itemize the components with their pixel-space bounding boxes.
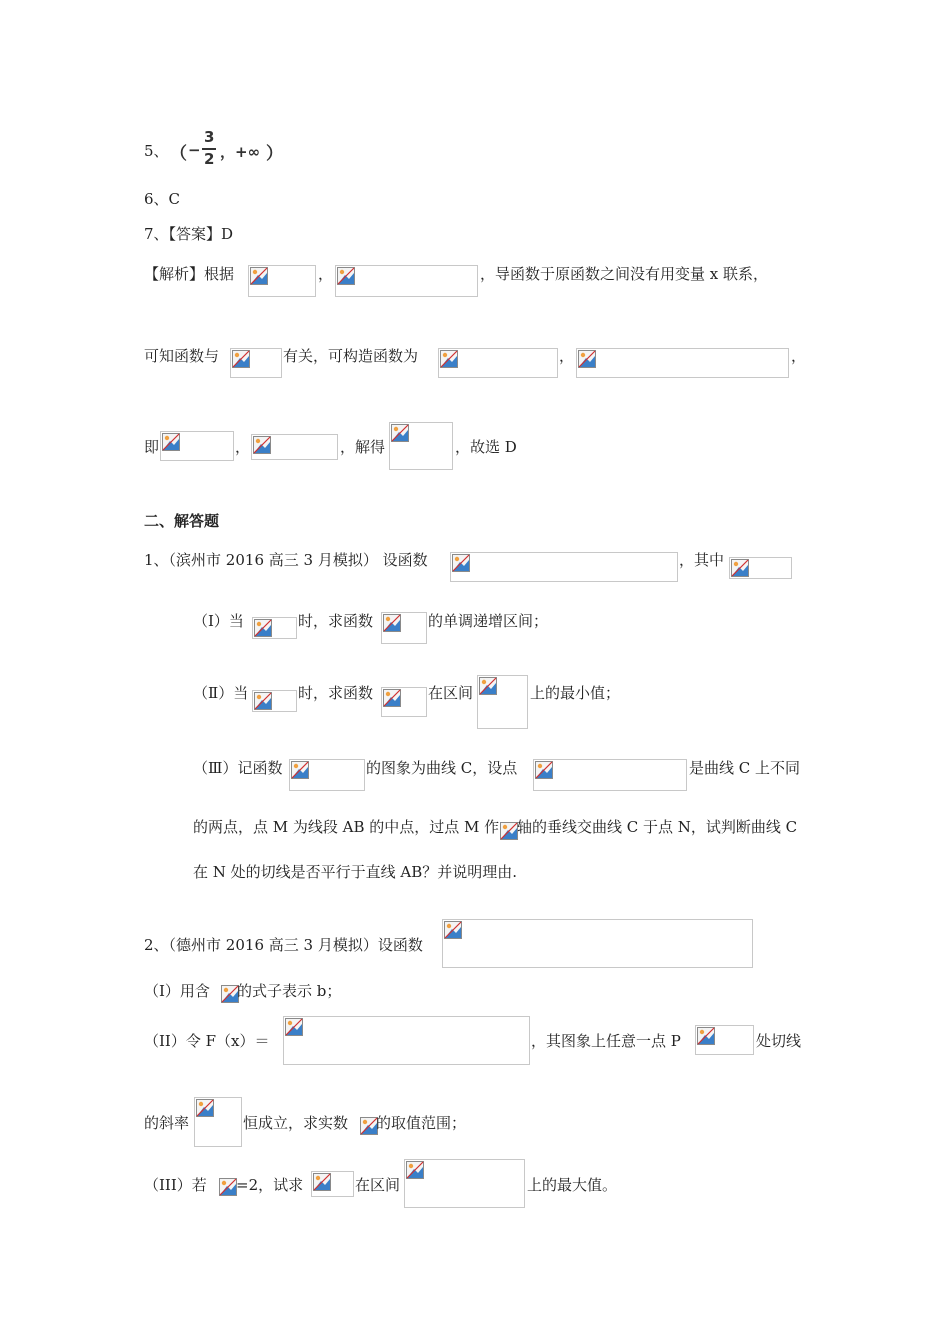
broken-image-icon	[535, 761, 553, 779]
broken-image-icon	[196, 1099, 214, 1117]
formula-image	[404, 1159, 525, 1208]
broken-image-icon	[337, 267, 355, 285]
formula-image	[160, 431, 234, 461]
q2-part1-text-a: （I）用含	[144, 982, 210, 1000]
formula-image	[381, 687, 427, 717]
item7-p2-text-c: ，	[559, 347, 575, 365]
q1-part2-text-d: 上的最小值；	[530, 684, 621, 702]
q1-part1-text-a: （Ⅰ）当	[193, 612, 244, 630]
formula-image	[230, 348, 282, 378]
q2-line1-text: 2、（德州市 2016 高三 3 月模拟）设函数	[144, 936, 423, 954]
formula-image	[576, 348, 789, 378]
formula-image	[252, 690, 297, 712]
q2-part3-text-d: 上的最大值。	[527, 1176, 618, 1194]
formula-image	[359, 1116, 376, 1133]
broken-image-icon	[254, 619, 272, 637]
formula-image	[194, 1097, 242, 1147]
formula-image	[499, 821, 516, 838]
q2-part2-text-f: 的取值范围；	[376, 1114, 467, 1132]
q1-part3-text-e: 轴的垂线交曲线 C 于点 N，试判断曲线 C	[517, 818, 798, 836]
q1-part2-text-c: 在区间	[428, 684, 474, 702]
item5-open-paren: （	[170, 144, 187, 164]
q1-part1-text-b: 时，求函数	[298, 612, 374, 630]
broken-image-icon	[444, 921, 462, 939]
formula-image	[218, 1177, 235, 1194]
broken-image-icon	[285, 1018, 303, 1036]
item5-tail: ，+∞	[220, 143, 261, 161]
q2-part2-text-d: 的斜率	[144, 1114, 190, 1132]
q1-line1-text-a: 1、（滨州市 2016 高三 3 月模拟） 设函数	[144, 551, 428, 569]
q1-line1-text-b: ，其中	[679, 551, 725, 569]
item5-numerator: 3	[204, 128, 215, 146]
section-heading: 二、解答题	[144, 512, 220, 530]
q2-part2-text-e: 恒成立，求实数	[243, 1114, 349, 1132]
broken-image-icon	[383, 689, 401, 707]
formula-image	[335, 265, 478, 297]
formula-image	[442, 919, 753, 968]
q1-part3-text-d: 的两点，点 M 为线段 AB 的中点，过点 M 作	[193, 818, 500, 836]
q2-part1-text-b: 的式子表示 b；	[237, 982, 342, 1000]
item7-answer-label: 7、【答案】D	[144, 225, 234, 243]
broken-image-icon	[452, 554, 470, 572]
broken-image-icon	[440, 350, 458, 368]
item7-p3-text-d: ，故选 D	[455, 438, 517, 456]
item7-p1-text-c: ，导函数于原函数之间没有用变量 x 联系，	[480, 265, 768, 283]
broken-image-icon	[232, 350, 250, 368]
q1-part1-text-c: 的单调递增区间；	[428, 612, 549, 630]
broken-image-icon	[731, 559, 749, 577]
item7-p2-text-a: 可知函数与	[144, 347, 220, 365]
broken-image-icon	[578, 350, 596, 368]
broken-image-icon	[162, 433, 180, 451]
item7-p3-text-c: ，解得	[340, 438, 386, 456]
formula-image	[283, 1016, 530, 1065]
q2-part2-text-c: 处切线	[756, 1032, 802, 1050]
q1-part3-text-c: 是曲线 C 上不同	[689, 759, 801, 777]
formula-image	[251, 434, 338, 460]
broken-image-icon	[383, 614, 401, 632]
formula-image	[220, 984, 237, 1001]
broken-image-icon	[406, 1161, 424, 1179]
item7-p1-text-a: 【解析】根据	[144, 265, 235, 283]
broken-image-icon	[291, 761, 309, 779]
q1-part3-text-a: （Ⅲ）记函数	[193, 759, 283, 777]
broken-image-icon	[391, 424, 409, 442]
q1-part3-text-f: 在 N 处的切线是否平行于直线 AB？并说明理由.	[193, 863, 518, 881]
item7-p2-text-d: ，	[791, 347, 807, 365]
broken-image-icon	[313, 1173, 331, 1191]
broken-image-icon	[253, 436, 271, 454]
item7-p3-text-b: ，	[235, 438, 251, 456]
item5-close-paren: ）	[266, 144, 283, 164]
q2-part3-text-b: =2，试求	[236, 1176, 304, 1194]
broken-image-icon	[250, 267, 268, 285]
item5-prefix: 5、	[144, 142, 169, 160]
formula-image	[252, 617, 297, 639]
formula-image	[477, 675, 528, 729]
q1-part2-text-b: 时，求函数	[298, 684, 374, 702]
formula-image	[389, 422, 453, 470]
item5-minus: −	[188, 141, 201, 159]
q1-part3-text-b: 的图象为曲线 C，设点	[366, 759, 518, 777]
formula-image	[533, 759, 687, 791]
formula-image	[381, 612, 427, 644]
broken-image-icon	[479, 677, 497, 695]
item5-denominator: 2	[204, 150, 215, 168]
q2-part2-text-a: （II）令 F（x）＝	[144, 1032, 270, 1050]
formula-image	[450, 552, 678, 582]
formula-image	[729, 557, 792, 579]
q2-part3-text-c: 在区间	[355, 1176, 401, 1194]
broken-image-icon	[254, 692, 272, 710]
broken-image-icon	[500, 822, 518, 840]
item7-p1-text-b: ，	[318, 265, 334, 283]
formula-image	[289, 759, 365, 791]
formula-image	[248, 265, 316, 297]
broken-image-icon	[219, 1178, 237, 1196]
q2-part2-text-b: ，其图象上任意一点 P	[531, 1032, 681, 1050]
q1-part2-text-a: （Ⅱ）当	[193, 684, 249, 702]
item7-p2-text-b: 有关，可构造函数为	[283, 347, 419, 365]
formula-image	[438, 348, 558, 378]
item6-answer: 6、C	[144, 190, 181, 208]
formula-image	[695, 1025, 754, 1055]
broken-image-icon	[697, 1027, 715, 1045]
item7-p3-text-a: 即	[144, 438, 160, 456]
formula-image	[311, 1171, 354, 1197]
q2-part3-text-a: （III）若	[144, 1176, 207, 1194]
